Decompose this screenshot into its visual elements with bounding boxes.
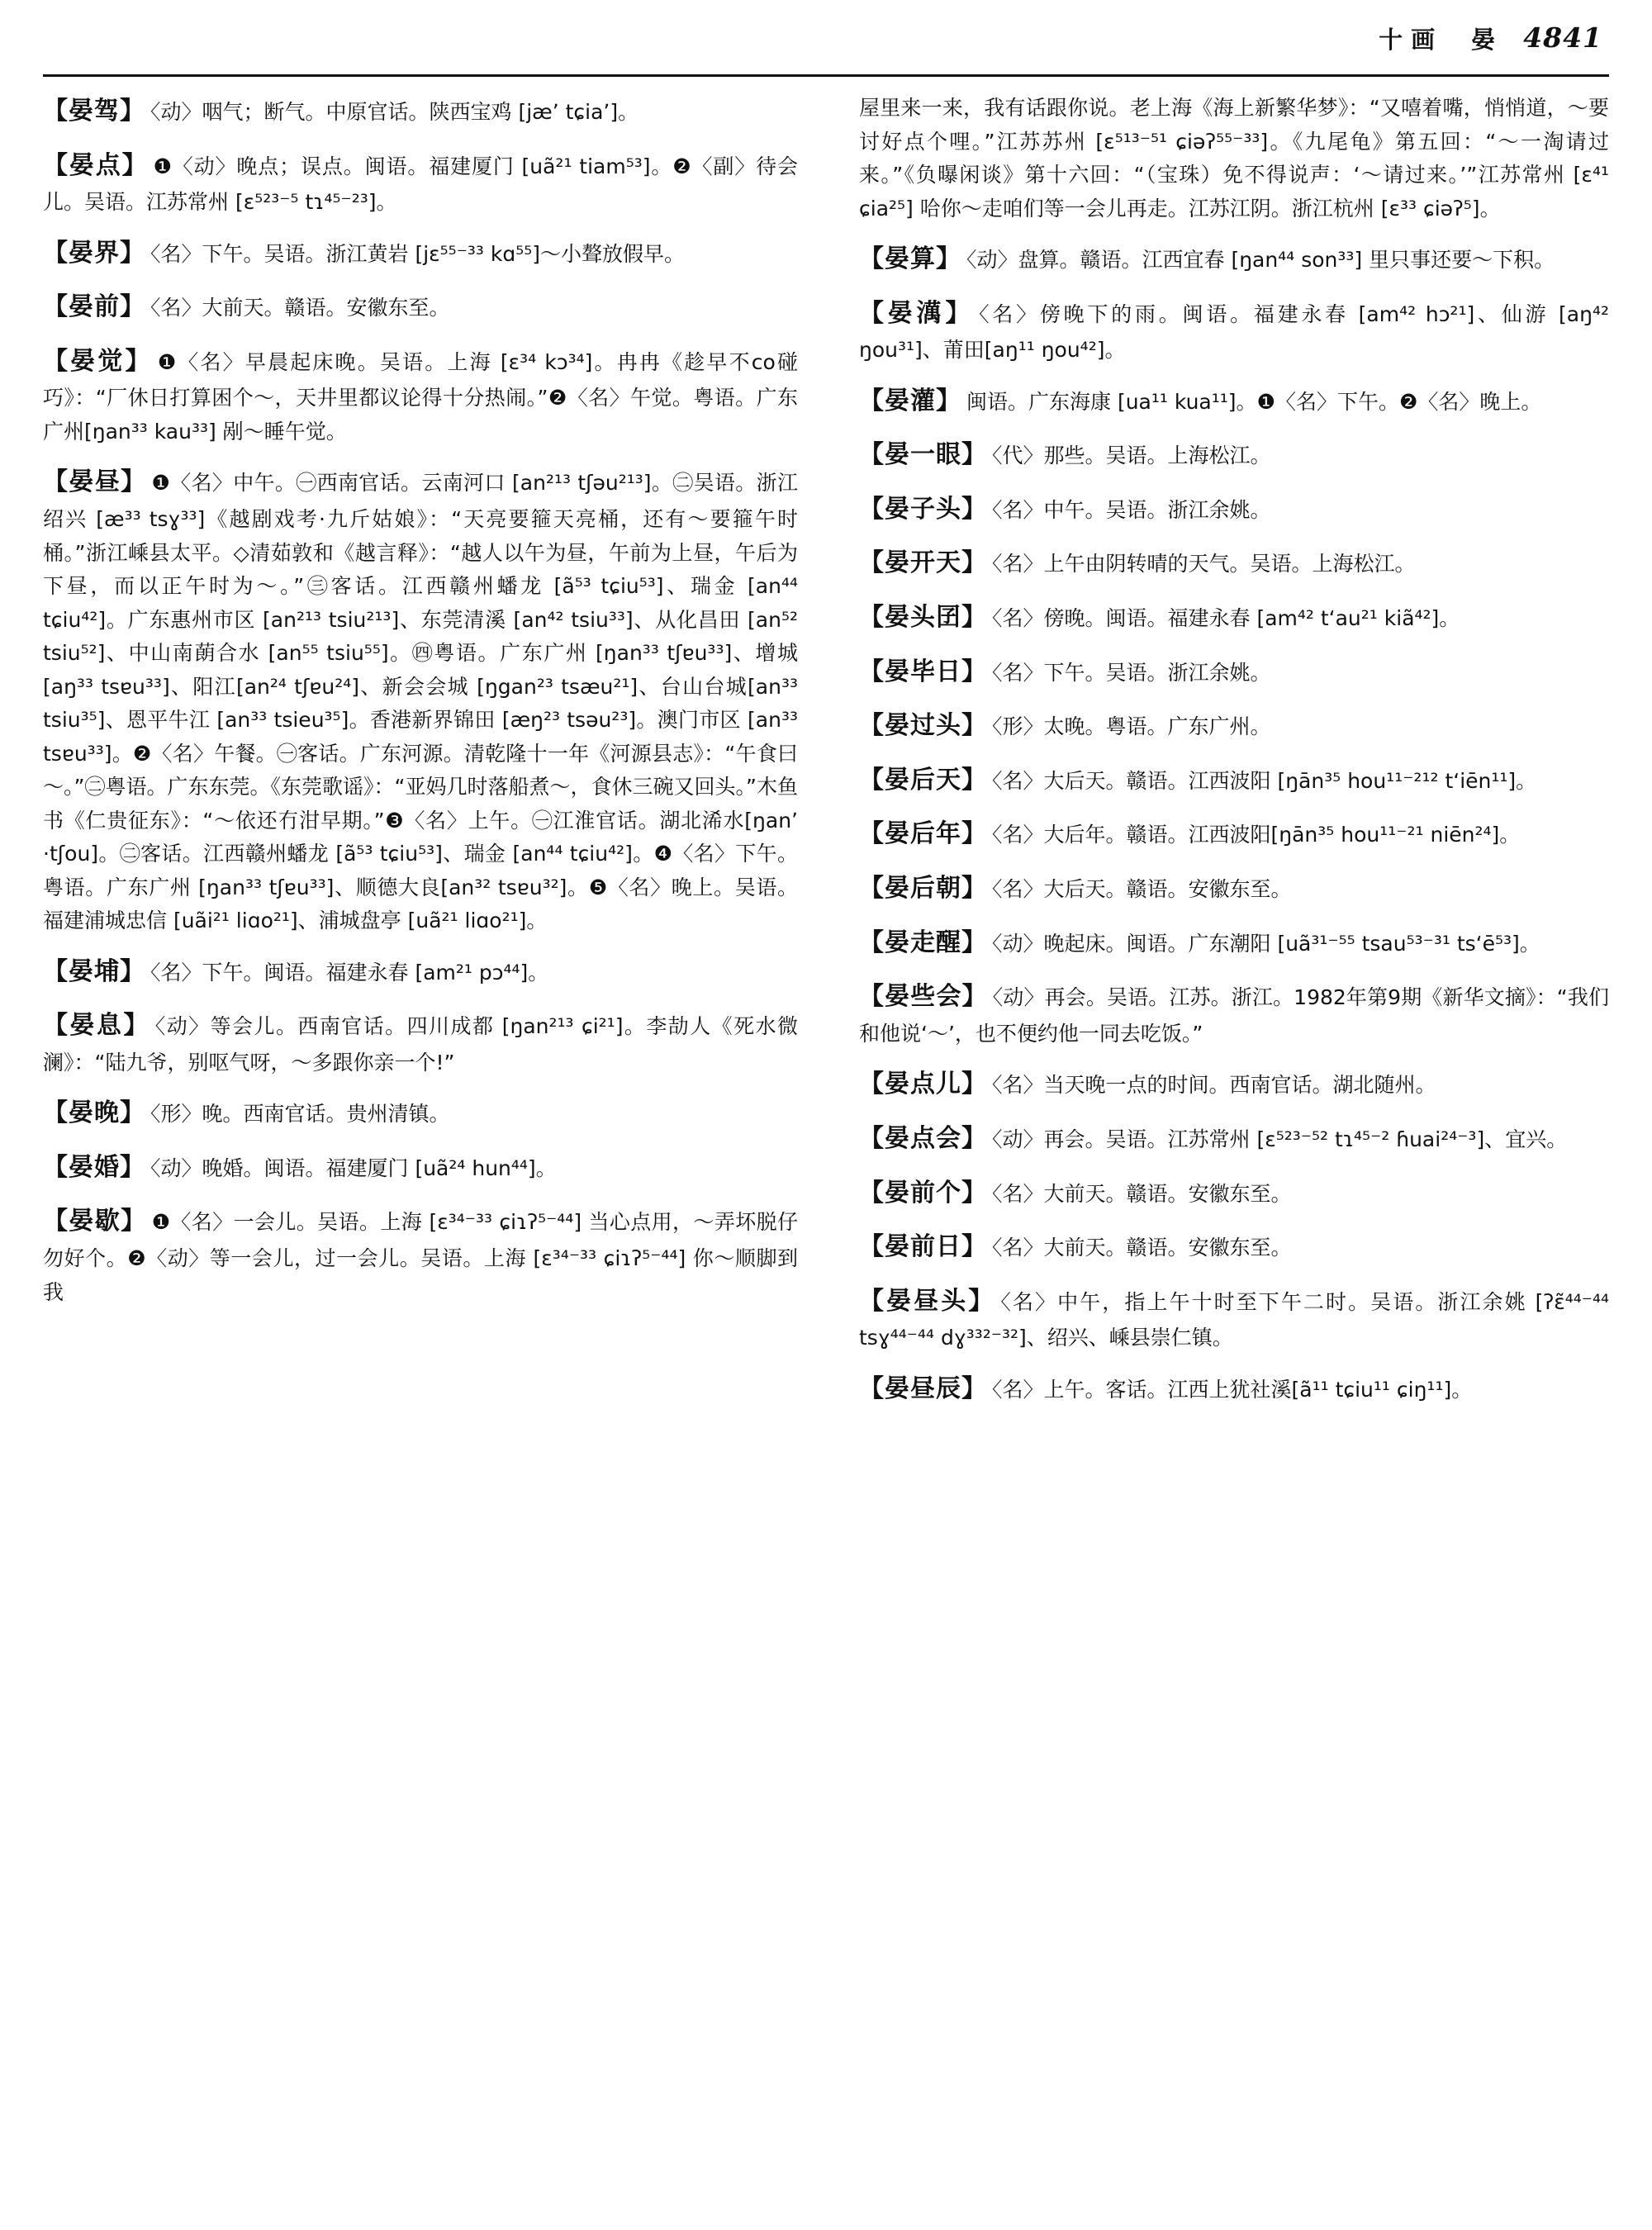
entry-definition: 〈名〉上午。客话。江西上犹社溪[ã¹¹ tɕiu¹¹ ɕiŋ¹¹]。 [992,1377,1473,1402]
dictionary-entry [859,1174,1609,1214]
dictionary-entry [43,952,798,993]
entry-definition: ❶〈名〉中午。㊀西南官话。云南河口 [an²¹³ tʃəu²¹³]。㊁吴语。浙江绍兴 [æ³³ tsɣ³³]《越剧戏考·九斤姑娘》：“天亮要箍天亮桶，还有～要箍午时桶。”浙江嵊县太平。◇清茹敦和《越言释》：“越人以午为昼，午前为上昼，午后为下昼，而以正午时为～。”㊂客话。江西赣州蟠龙 [ã⁵³ tɕiu⁵³]、瑞金 [an⁴⁴ tɕiu⁴²]。广东惠州市区 [an²¹³ tsiu²¹³]、东莞清溪 [an⁴² tsiu³³]、从化昌田 [an⁵² tsiu⁵²]、中山南蓢合水 [an⁵⁵ tsiu⁵⁵]。㊃粤语。广东广州 [ŋan³³ tʃɐu³³]、增城[aŋ³³ tsɐu³³]、阳江[an²⁴ tʃɐu²⁴]、新会会城 [ŋgan²³ tsæu²¹]、台山台城[an³³ tsiu³⁵]、恩平牛江 [an³³ tsieu³⁵]。香港新界锦田 [æŋ²³ tsəu²³]。澳门市区 [an³³ tsɐu³³]。❷〈名〉午餐。㊀客话。广东河源。清乾隆十一年《河源县志》：“午食曰～。”㊁粤语。广东东莞。《东莞歌谣》：“亚妈几时落船煮～，食休三碗又回头。”木鱼书《仁贵征东》：“～依还冇泔早期。”❸〈名〉上午。㊀江淮官话。湖北浠水[ŋanʼ ·tʃou]。㊁客话。江西赣州蟠龙 [ã⁵³ tɕiu⁵³]、瑞金 [an⁴⁴ tɕiu⁴²]。❹〈名〉下午。粤语。广东广州 [ŋan³³ tʃɐu³³]、顺德大良[an³² tsɐu³²]。❺〈名〉晚上。吴语。福建浦城忠信 [uãi²¹ liɑo²¹]、浦城盘亭 [uã²¹ liɑo²¹]。 [43,471,799,933]
entry-headword: 【晏晚】 [43,1098,145,1128]
entry-definition: 〈名〉大前天。赣语。安徽东至。 [150,296,450,320]
entry-headword: 【晏点儿】 [859,1070,987,1099]
entry-headword: 【晏灌】 [859,386,961,415]
dictionary-entry [859,1119,1609,1160]
entry-headword: 【晏头囝】 [859,603,987,633]
entry-definition: ❶〈名〉一会儿。吴语。上海 [ɛ³⁴⁻³³ ɕiɿʔ⁵⁻⁴⁴] 当心点用，～弄坏脱仔勿好个。❷〈动〉等一会儿，过一会儿。吴语。上海 [ɛ³⁴⁻³³ ɕiɿʔ⁵⁻⁴⁴] 你～顺脚到我 [43,1210,799,1304]
entry-definition: 〈代〉那些。吴语。上海松江。 [992,444,1271,468]
entry-definition: 〈动〉再会。吴语。江苏。浙江。1982年第9期《新华文摘》：“我们和他说‘～’，也不便约他一同去吃饭。” [859,985,1610,1046]
entry-definition: 〈名〉上午由阴转晴的天气。吴语。上海松江。 [992,552,1416,576]
dictionary-entry [43,1202,798,1309]
entry-headword: 【晏点会】 [859,1123,987,1153]
entry-headword: 【晏息】 [43,1011,150,1041]
dictionary-entry [859,294,1609,368]
entry-headword: 【晏澫】 [859,298,975,328]
entry-definition: 〈名〉下午。吴语。浙江余姚。 [992,660,1271,685]
dictionary-entry [859,706,1609,747]
entry-headword: 【晏走醒】 [859,928,987,957]
right-column [826,92,1609,2206]
entry-definition: 〈形〉太晚。粤语。广东广州。 [992,714,1271,739]
entry-headword: 【晏后朝】 [859,874,987,904]
entry-definition: 〈动〉咽气；断气。中原官话。陕西宝鸡 [jæʼ tɕiaʼ]。 [150,100,639,124]
entry-headword: 【晏前个】 [859,1178,987,1208]
dictionary-entry [859,435,1609,476]
entry-definition: 〈名〉下午。闽语。福建永春 [am²¹ pɔ⁴⁴]。 [150,960,549,985]
entry-headword: 【晏歇】 [43,1207,147,1236]
entry-definition: ❶〈动〉晚点；误点。闽语。福建厦门 [uã²¹ tiam⁵³]。❷〈副〉待会儿。吴语。江苏常州 [ɛ⁵²³⁻⁵ tɿ⁴⁵⁻²³]。 [43,154,798,215]
entry-definition: 〈名〉大前天。赣语。安徽东至。 [992,1181,1292,1206]
running-head-chapter: 十画 [1379,26,1444,54]
dictionary-entry [859,1369,1609,1410]
entry-definition: 〈名〉大后天。赣语。江西波阳 [ŋān³⁵ hou¹¹⁻²¹² t‘iēn¹¹]。 [992,768,1537,793]
dictionary-entry [859,652,1609,693]
entry-definition: 〈动〉等会儿。西南官话。四川成都 [ŋan²¹³ ɕi²¹]。李劼人《死水微澜》：“陆九爷，别呕气呀，～多跟你亲一个!” [43,1014,799,1075]
entry-headword: 【晏婚】 [43,1152,145,1182]
dictionary-entry [859,923,1609,964]
dictionary-entry [859,382,1609,422]
entry-definition: 〈名〉大后天。赣语。安徽东至。 [992,877,1292,902]
entry-headword: 【晏埔】 [43,956,145,986]
dictionary-entry [43,1006,798,1079]
entry-headword: 【晏点】 [43,150,149,180]
dictionary-entry [859,761,1609,801]
dictionary-entry [43,146,798,220]
entry-headword: 【晏开天】 [859,548,987,578]
entry-headword: 【晏昼】 [43,467,147,497]
entry-headword: 【晏过头】 [859,711,987,741]
entry-definition: 〈名〉中午，指上午十时至下午二时。吴语。浙江余姚 [ʔɛ̃⁴⁴⁻⁴⁴ tsɣ⁴⁴⁻⁴⁴ dɣ³³²⁻³²]、绍兴、嵊县崇仁镇。 [859,1289,1609,1350]
dictionary-entry [43,1148,798,1189]
dictionary-entry [859,543,1609,584]
entry-definition: 〈名〉下午。吴语。浙江黄岩 [jɛ⁵⁵⁻³³ kɑ⁵⁵]～小聱放假早。 [150,241,686,266]
header-rule [43,74,1609,77]
entry-definition: 〈形〉晚。西南官话。贵州清镇。 [150,1102,450,1127]
entry-headword: 【晏前】 [43,292,145,322]
dictionary-entry [859,490,1609,530]
dictionary-entry [43,287,798,328]
entry-definition: 〈动〉再会。吴语。江苏常州 [ɛ⁵²³⁻⁵² tɿ⁴⁵⁻² ɦuai²⁴⁻³]、宜兴。 [992,1127,1568,1151]
entry-definition: 〈动〉晚婚。闽语。福建厦门 [uã²⁴ hun⁴⁴]。 [150,1155,557,1180]
entry-headword: 【晏一眼】 [859,440,987,470]
entry-definition: 〈动〉晚起床。闽语。广东潮阳 [uã³¹⁻⁵⁵ tsau⁵³⁻³¹ ts‘ē⁵³]。 [992,931,1540,956]
dictionary-entry [43,463,798,937]
entry-headword: 【晏界】 [43,238,145,268]
entry-headword: 【晏昼头】 [859,1286,996,1316]
page-number: 4841 [1523,21,1602,54]
entry-definition: 闽语。广东海康 [ua¹¹ kua¹¹]。❶〈名〉下午。❷〈名〉晚上。 [966,389,1542,414]
dictionary-entry [859,1282,1609,1355]
dictionary-entry [859,240,1609,280]
dictionary-entry [859,977,1609,1051]
dictionary-entry [859,598,1609,638]
entry-definition: 〈名〉大前天。赣语。安徽东至。 [992,1236,1292,1260]
entry-headword: 【晏算】 [859,244,961,273]
entry-definition: ❶〈名〉早晨起床晚。吴语。上海 [ɛ³⁴ kɔ³⁴]。冉冉《趁早不со碰巧》：“厂休日打算困个～，天井里都议论得十分热闹。”❷〈名〉午觉。粤语。广东广州[ŋan³³ kau³³] 剐～睡午觉。 [43,349,799,444]
dictionary-entry [859,814,1609,855]
dictionary-entry [43,342,798,449]
dictionary-entry [859,869,1609,909]
entry-definition: 〈名〉傍晚。闽语。福建永春 [am⁴² t‘au²¹ kiã⁴²]。 [992,606,1460,631]
continued-paragraph: 屋里来一来，我有话跟你说。老上海《海上新繁华梦》：“又嘻着嘴，悄悄道，～要讨好点个哩。”江苏苏州 [ɛ⁵¹³⁻⁵¹ ɕiəʔ⁵⁵⁻³³]。《九尾龟》第五回：“～一淘请过来。”《负曝闲谈》第十六回：“（宝珠）免不得说声：‘～请过来。’”江苏常州 [ɛ⁴¹ ɕia²⁵] 哈你～走咱们等一会儿再走。江苏江阴。浙江杭州 [ɛ³³ ɕiəʔ⁵]。 [859,96,1609,221]
dictionary-entry [43,234,798,274]
entry-definition: 〈名〉大后年。赣语。江西波阳[ŋān³⁵ hou¹¹⁻²¹ niēn²⁴]。 [992,823,1521,847]
entry-headword: 【晏毕日】 [859,657,987,686]
entry-headword: 【晏些会】 [859,982,988,1012]
entry-headword: 【晏昼辰】 [859,1374,987,1403]
entry-definition: 〈名〉当天晚一点的时间。西南官话。湖北随州。 [992,1073,1436,1098]
entry-headword: 【晏子头】 [859,494,987,524]
entry-definition: 〈名〉傍晚下的雨。闽语。福建永春 [am⁴² hɔ²¹]、仙游 [aŋ⁴² ŋou³¹]、莆田[aŋ¹¹ ŋou⁴²]。 [859,301,1609,363]
entry-headword: 【晏前日】 [859,1232,987,1262]
entry-definition: 〈动〉盘算。赣语。江西宜春 [ŋan⁴⁴ son³³] 里只事还要～下积。 [966,248,1555,272]
dictionary-entry [43,92,798,132]
entry-headword: 【晏后天】 [859,765,987,795]
running-head [43,21,1609,69]
entry-definition: 〈名〉中午。吴语。浙江余姚。 [992,497,1271,522]
entry-headword: 【晏觉】 [43,346,153,376]
dictionary-entry [43,1094,798,1134]
entry-headword: 【晏驾】 [43,97,145,126]
running-head-character: 晏 [1471,26,1496,54]
left-column [43,92,826,2206]
body-columns [43,92,1609,2206]
entry-headword: 【晏后年】 [859,819,987,849]
dictionary-entry [859,1227,1609,1268]
dictionary-entry [859,1065,1609,1105]
